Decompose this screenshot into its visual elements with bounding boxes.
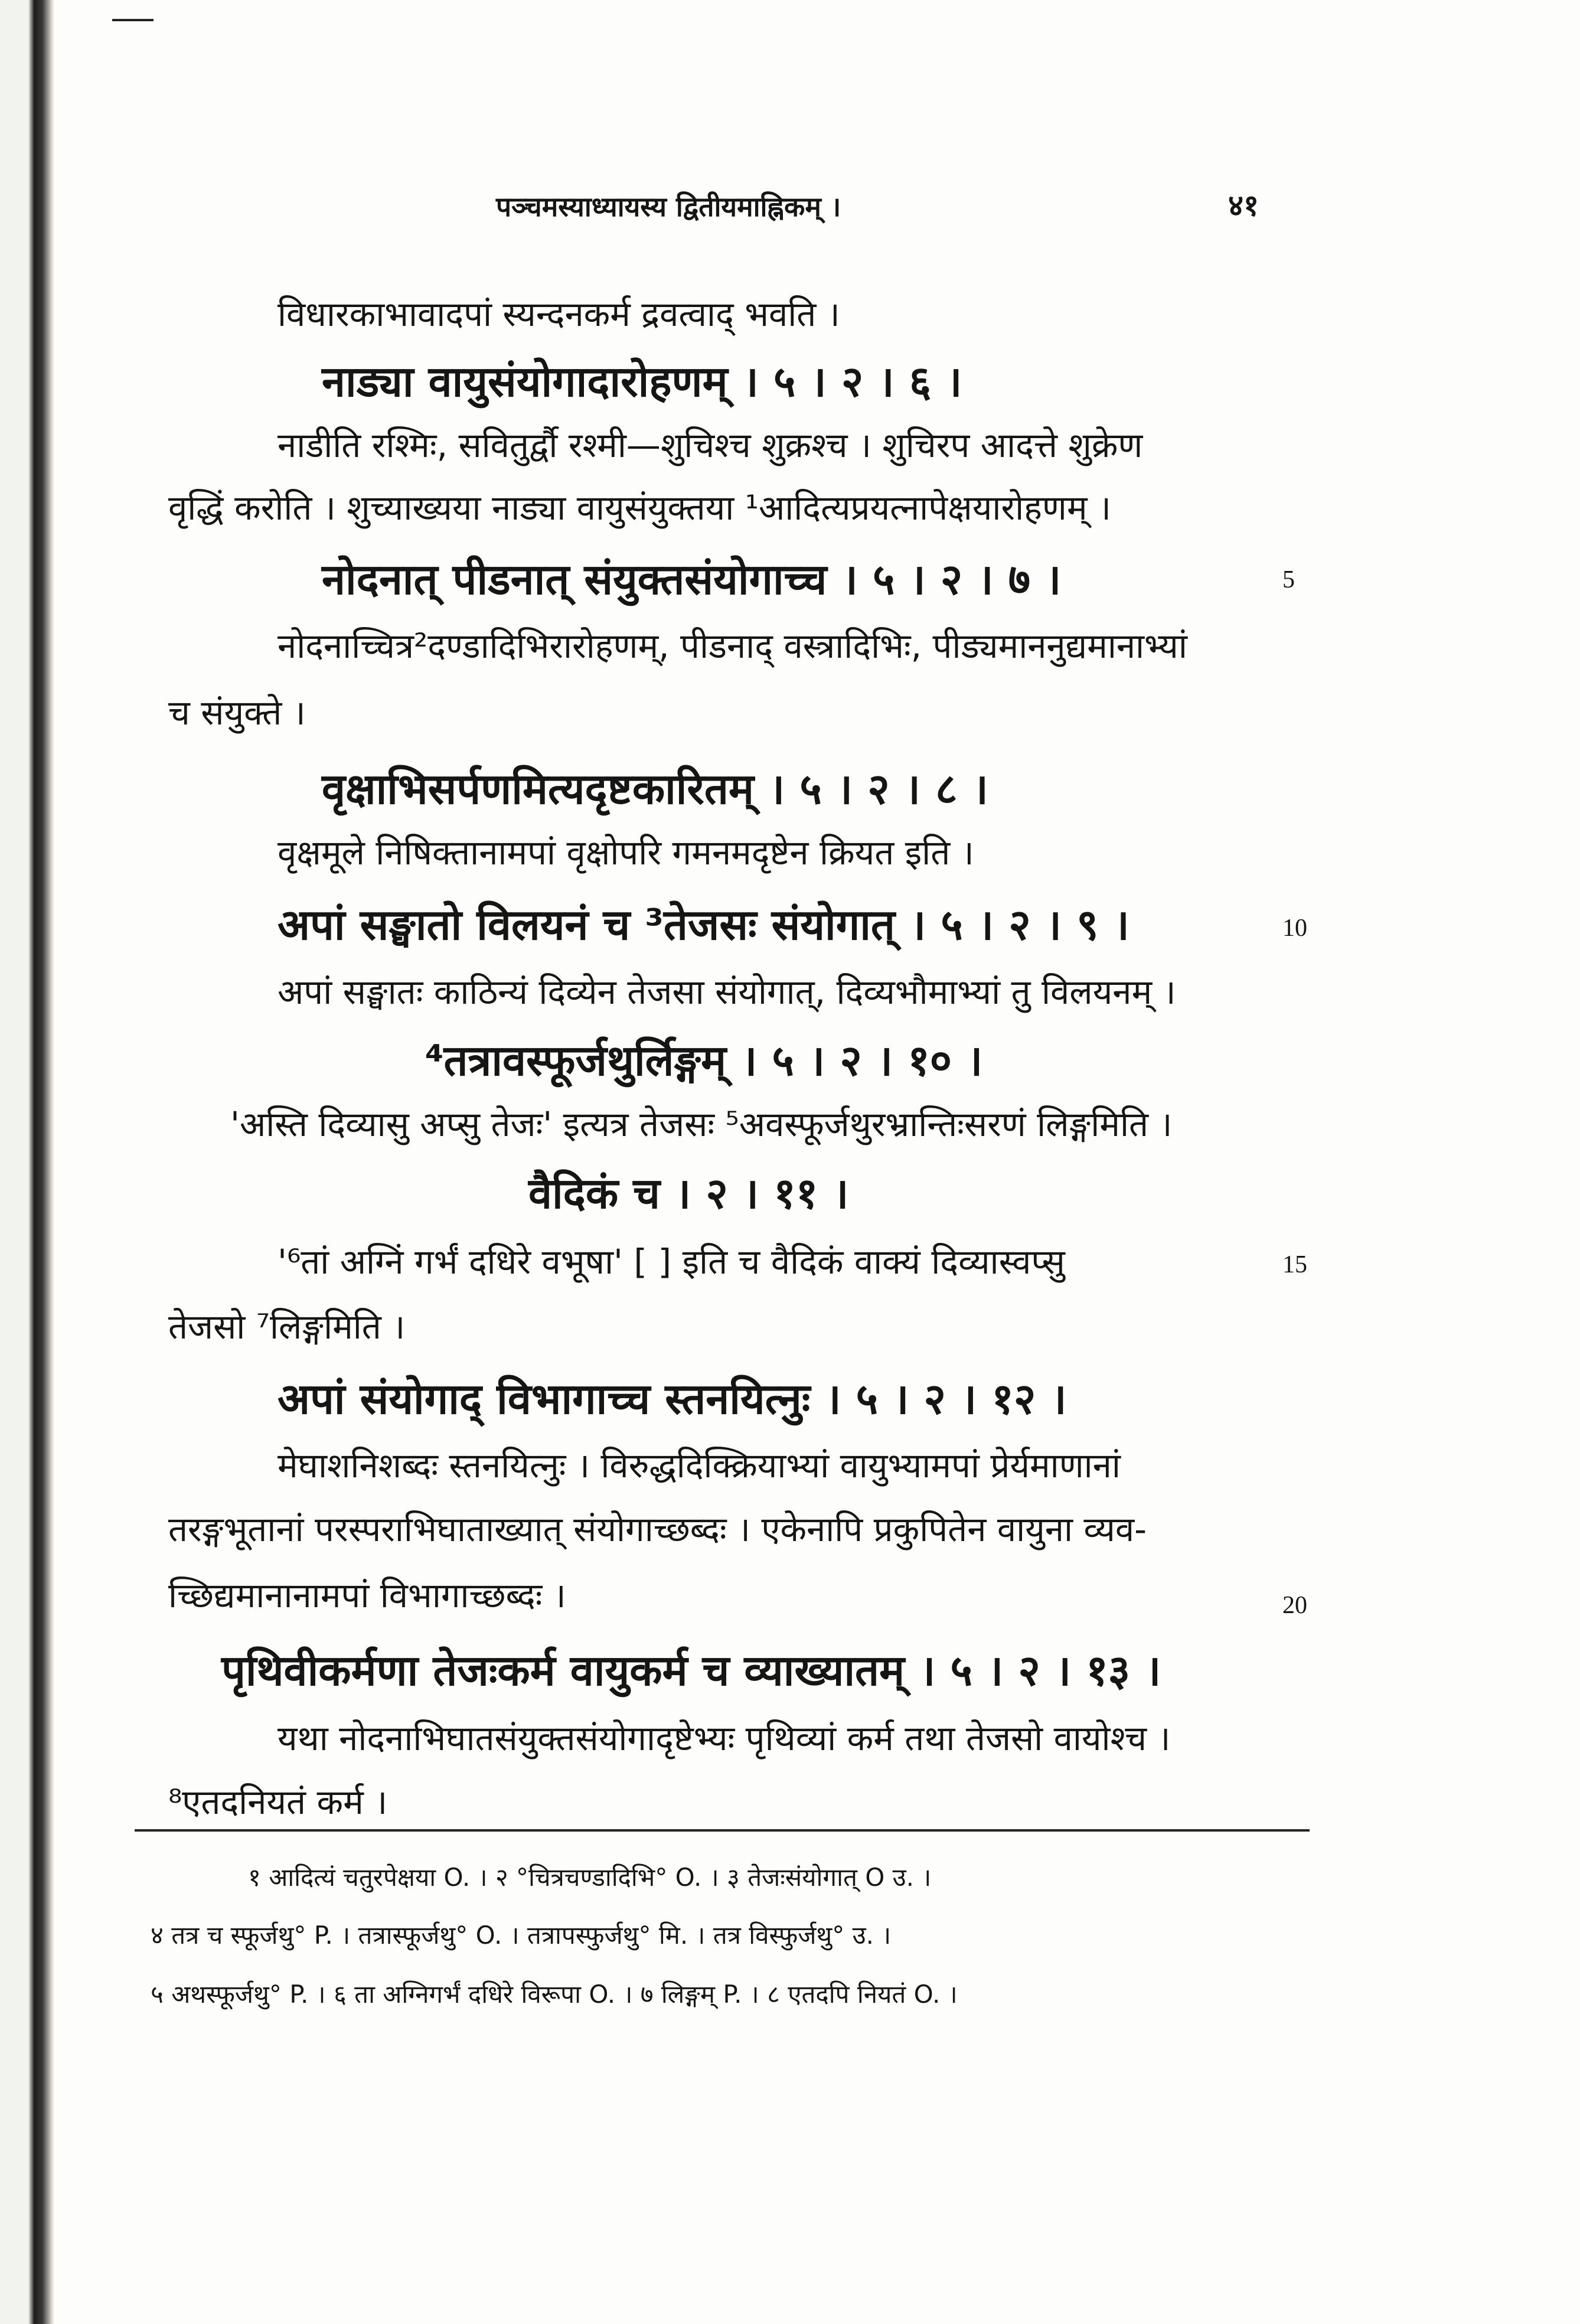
sutra-line: अपां सङ्घातो विलयनं च ³तेजसः संयोगात् । ५ । २ । ९ ।: [278, 900, 1129, 949]
commentary-line: '⁶तां अग्निं गर्भं दधिरे वभूषा' [ ] इति च वैदिकं वाक्यं दिव्यास्वप्सु: [278, 1242, 1065, 1282]
commentary-line: नोदनाच्चित्र²दण्डादिभिरारोहणम्, पीडनाद् वस्त्रादिभिः, पीड्यमाननुद्यमानाभ्यां: [278, 626, 1187, 666]
commentary-line: यथा नोदनाभिघातसंयुक्तसंयोगादृष्टेभ्यः पृथिव्यां कर्म तथा तेजसो वायोश्च ।: [278, 1718, 1171, 1758]
commentary-line: च्छिद्यमानानामपां विभागाच्छब्दः ।: [168, 1575, 566, 1615]
sutra-line: नाड्या वायुसंयोगादारोहणम् । ५ । २ । ६ ।: [322, 357, 962, 406]
commentary-line: ⁸एतदनियतं कर्म ।: [168, 1782, 388, 1822]
page-number: ४१: [1228, 188, 1259, 223]
commentary-line: अपां सङ्घातः काठिन्यं दिव्येन तेजसा संयोगात्, दिव्यभौमाभ्यां तु विलयनम् ।: [278, 972, 1176, 1012]
line-number: 15: [1282, 1251, 1307, 1278]
line-number: 5: [1282, 566, 1295, 593]
book-spine-shadow: [0, 0, 54, 2324]
footnote-line: ४ तत्र च स्फूर्जथु° P. । तत्रास्फूर्जथु° O. । तत्रापस्फुर्जथु° मि. । तत्र विस्फुर्जथु° उ. ।: [151, 1921, 892, 1950]
footnote-line: १ आदित्यं चतुरपेक्षया O. । २ °चित्रचण्डादिभि° O. । ३ तेजःसंयोगात् O उ. ।: [248, 1863, 932, 1892]
running-header: पञ्चमस्याध्यायस्य द्वितीयमाह्निकम् ।: [496, 191, 841, 223]
commentary-line: तरङ्गभूतानां परस्पराभिघाताख्यात् संयोगाच्छब्दः । एकेनापि प्रकुपितेन वायुना व्यव-: [168, 1509, 1147, 1549]
commentary-line: वृद्धिं करोति । शुच्याख्यया नाड्या वायुसंयुक्तया ¹आदित्यप्रयत्नापेक्षयारोहणम् ।: [168, 488, 1111, 528]
sutra-line: ⁴तत्रावस्फूर्जथुर्लिङ्गम् । ५ । २ । १० ।: [425, 1036, 983, 1085]
commentary-line: च संयुक्ते ।: [168, 693, 306, 733]
commentary-line: नाडीति रश्मिः, सवितुर्द्वौ रश्मी—शुचिश्च शुक्रश्च । शुचिरप आदत्ते शुक्रेण: [278, 425, 1143, 465]
commentary-line: विधारकाभावादपां स्यन्दनकर्म द्रवत्वाद् भवति ।: [278, 294, 840, 334]
footnote-rule: [135, 1829, 1310, 1832]
commentary-line: मेघाशनिशब्दः स्तनयित्नुः । विरुद्धदिक्क्रियाभ्यां वायुभ्यामपां प्रेर्यमाणानां: [278, 1445, 1121, 1486]
line-number: 10: [1282, 915, 1307, 942]
commentary-line: तेजसो ⁷लिङ्गमिति ।: [168, 1307, 406, 1347]
sutra-line: नोदनात् पीडनात् संयुक्तसंयोगाच्च । ५ । २ । ७ ।: [322, 554, 1062, 604]
footnote-line: ५ अथस्फूर्जथु° P. । ६ ता अग्निगर्भं दधिरे विरूपा O. । ७ लिङ्गम् P. । ८ एतदपि नियतं O. ।: [151, 1980, 958, 2009]
line-number: 20: [1282, 1592, 1307, 1619]
sutra-line: अपां संयोगाद् विभागाच्च स्तनयित्नुः । ५ । २ । १२ ।: [278, 1374, 1067, 1424]
sutra-line: पृथिवीकर्मणा तेजःकर्म वायुकर्म च व्याख्यातम् । ५ । २ । १३ ।: [221, 1646, 1161, 1695]
sutra-line: वृक्षाभिसर्पणमित्यदृष्टकारितम् । ५ । २ । ८ ।: [322, 764, 988, 814]
scan-mark: [112, 19, 154, 21]
commentary-line: वृक्षमूले निषिक्तानामपां वृक्षोपरि गमनमदृष्टेन क्रियत इति ।: [278, 833, 974, 873]
commentary-line: 'अस्ति दिव्यासु अप्सु तेजः' इत्यत्र तेजसः ⁵अवस्फूर्जथुरभ्रान्तिःसरणं लिङ्गमिति ।: [230, 1104, 1173, 1144]
sutra-line: वैदिकं च । २ । ११ ।: [528, 1168, 849, 1218]
